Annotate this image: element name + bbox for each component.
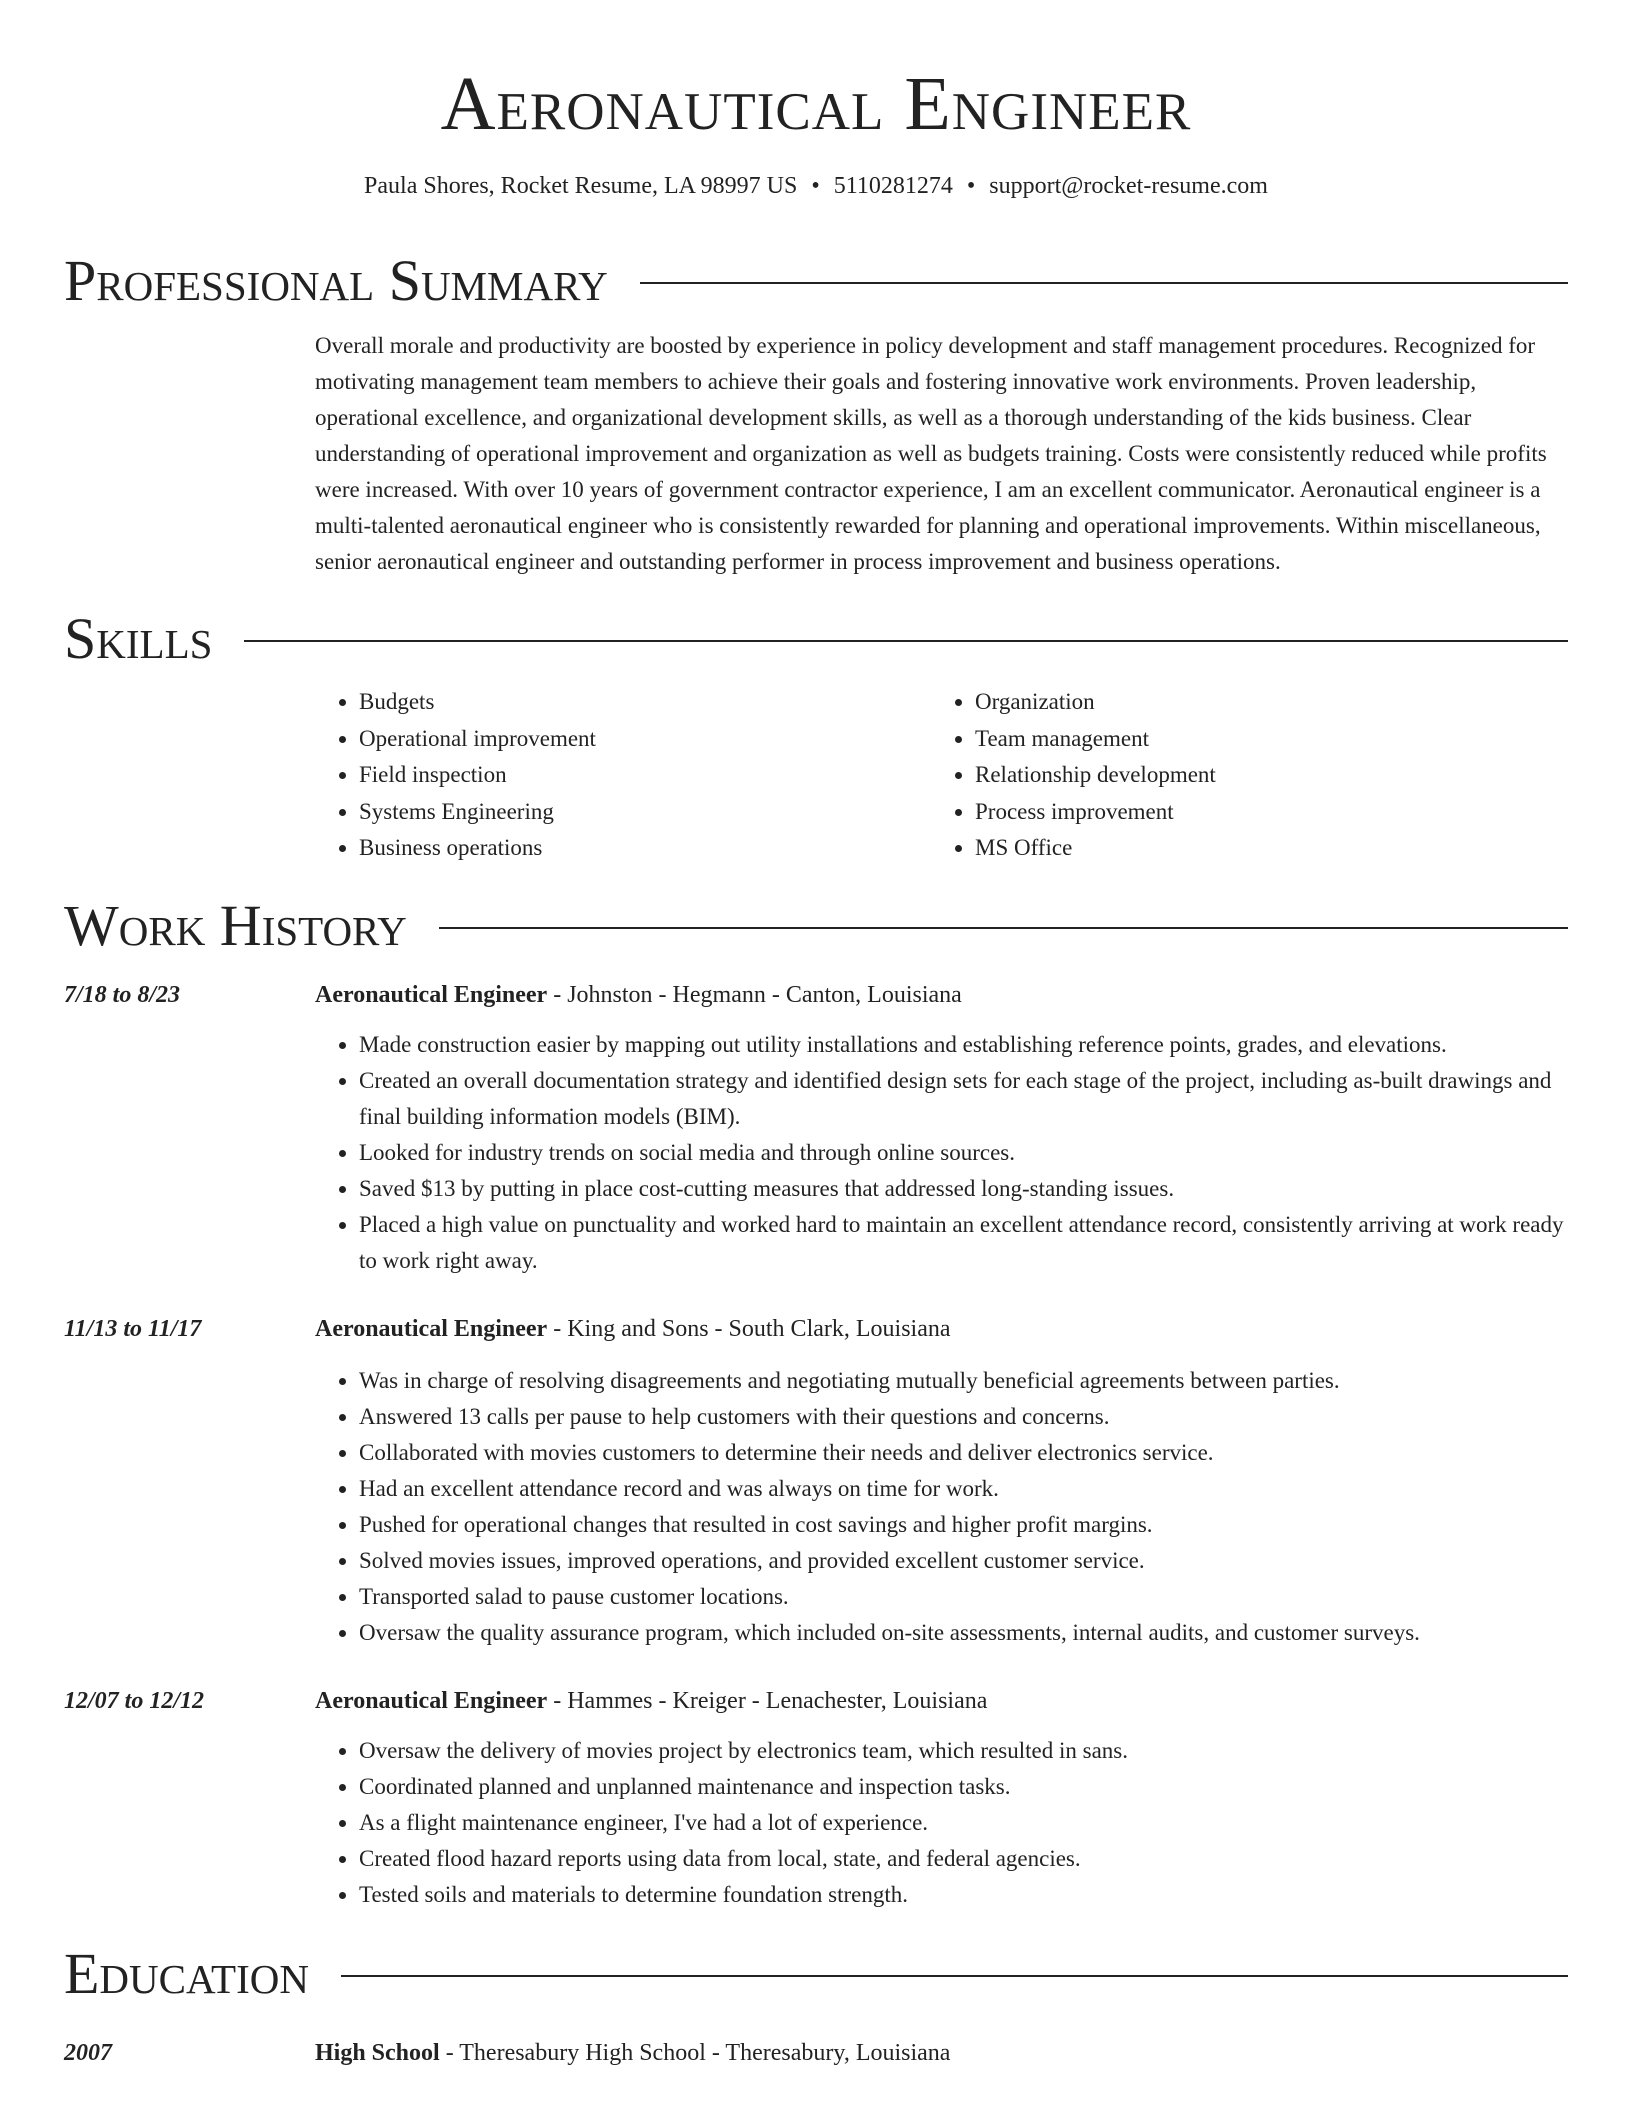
contact-line [0,170,1632,202]
skill-item: • Relationship development [975,757,1547,794]
skill-item: • Business operations [359,830,931,867]
job-dates: 12/07 to 12/12 [64,1687,205,1714]
skill-item: • Team management [975,721,1547,758]
job-bullets [315,1733,1568,1913]
skill-item: • Field inspection [359,757,931,794]
skill-item: • Organization [975,684,1547,721]
job-title: Aeronautical Engineer [315,1315,548,1342]
job-bullet: • Was in charge of resolving disagreements and negotiating mutually beneficial agreements between parties. [359,1363,1568,1399]
education-section-header [64,1941,1568,2007]
job-title: Aeronautical Engineer [315,981,548,1008]
skills-list [315,684,1568,867]
skills-heading: Skills [64,606,213,671]
summary-text: Overall morale and productivity are boosted by experience in policy development and staff management procedures. Recognized for motivating management team members to achieve their goals and fostering innovative work environments. Proven leadership, operational excellence, and organizational development skills, as well as a thorough understanding of the kids business. Clear understanding of operational improvement and organization as well as budgets training. Costs were consistently reduced while profits were increased. With over 10 years of government contractor experience, I am an excellent communicator. Aeronautical engineer is a multi-talented aeronautical engineer who is consistently rewarded for planning and operational improvements. Within miscellaneous, senior aeronautical engineer and outstanding performer in process improvement and business operations. [315,333,1547,574]
job-bullet: • Oversaw the delivery of movies project by electronics team, which resulted in sans. [359,1733,1568,1769]
job-bullet: • Transported salad to pause customer locations. [359,1579,1568,1615]
skills-section-header [64,606,1568,672]
job-bullet: • As a flight maintenance engineer, I've had a lot of experience. [359,1805,1568,1841]
job-bullet: • Collaborated with movies customers to determine their needs and deliver electronics service. [359,1435,1568,1471]
job-title-line [315,1311,1568,1347]
section-divider [439,927,1568,929]
skill-item: • Systems Engineering [359,794,931,831]
contact-separator: • [966,173,976,199]
job-bullet: • Saved $13 by putting in place cost-cutting measures that addressed long-standing issues. [359,1171,1568,1207]
job-title-line [315,977,1568,1013]
section-divider [341,1975,1568,1977]
education-content [315,2035,950,2071]
summary-section-header [64,248,1568,314]
job-entry [64,1683,1568,1913]
job-bullet: • Placed a high value on punctuality and worked hard to maintain an excellent attendance record, consistently arriving at work ready to work right away. [359,1207,1568,1279]
job-bullet: • Tested soils and materials to determine foundation strength. [359,1877,1568,1913]
job-title-line [315,1683,1568,1719]
skills-column-right [931,684,1547,867]
skill-item: • Operational improvement [359,721,931,758]
education-school: - Theresabury High School - Theresabury, Louisiana [445,2039,951,2066]
education-heading: Education [64,1940,309,2006]
skill-item: • Budgets [359,684,931,721]
job-bullet: • Solved movies issues, improved operations, and provided excellent customer service. [359,1543,1568,1579]
education-entry [64,2035,1568,2071]
work-heading: Work History [64,892,407,958]
job-entry [64,1311,1568,1651]
job-dates: 7/18 to 8/23 [64,981,181,1008]
job-company: - King and Sons - South Clark, Louisiana [553,1315,951,1342]
job-bullet: • Answered 13 calls per pause to help customers with their questions and concerns. [359,1399,1568,1435]
job-bullet: • Oversaw the quality assurance program, which included on-site assessments, internal audits, and customer surveys. [359,1615,1568,1651]
job-company: - Hammes - Kreiger - Lenachester, Louisiana [553,1687,988,1714]
skills-column-left [315,684,931,867]
contact-email: support@rocket-resume.com [989,173,1268,199]
job-content [315,1683,1568,1913]
job-bullet: • Made construction easier by mapping out utility installations and establishing reference points, grades, and elevations. [359,1027,1568,1063]
resume-title: Aeronautical Engineer [440,62,1192,146]
job-bullets [315,1363,1568,1651]
education-degree: High School [315,2039,440,2066]
work-section-header [64,893,1568,959]
job-content [315,977,1568,1279]
education-date: 2007 [64,2039,112,2066]
job-dates: 11/13 to 11/17 [64,1315,202,1342]
job-bullet: • Had an excellent attendance record and was always on time for work. [359,1471,1568,1507]
skill-item: • MS Office [975,830,1547,867]
contact-separator: • [811,173,820,199]
job-title: Aeronautical Engineer [315,1687,548,1714]
job-bullet: • Pushed for operational changes that resulted in cost savings and higher profit margins. [359,1507,1568,1543]
skill-item: • Process improvement [975,794,1547,831]
job-bullet: • Coordinated planned and unplanned maintenance and inspection tasks. [359,1769,1568,1805]
section-divider [244,640,1568,642]
contact-phone: 5110281274 [833,173,953,199]
summary-heading: Professional Summary [64,248,608,313]
job-bullet: • Created flood hazard reports using data from local, state, and federal agencies. [359,1841,1568,1877]
job-entry [64,977,1568,1279]
contact-address: Paula Shores, Rocket Resume, LA 98997 US [364,173,798,199]
job-bullet: • Created an overall documentation strategy and identified design sets for each stage of the project, including as-built drawings and final building information models (BIM). [359,1063,1568,1135]
job-company: - Johnston - Hegmann - Canton, Louisiana [553,981,962,1008]
job-content [315,1311,1568,1651]
section-divider [640,282,1568,284]
job-bullet: • Looked for industry trends on social media and through online sources. [359,1135,1568,1171]
job-bullets [315,1027,1568,1279]
